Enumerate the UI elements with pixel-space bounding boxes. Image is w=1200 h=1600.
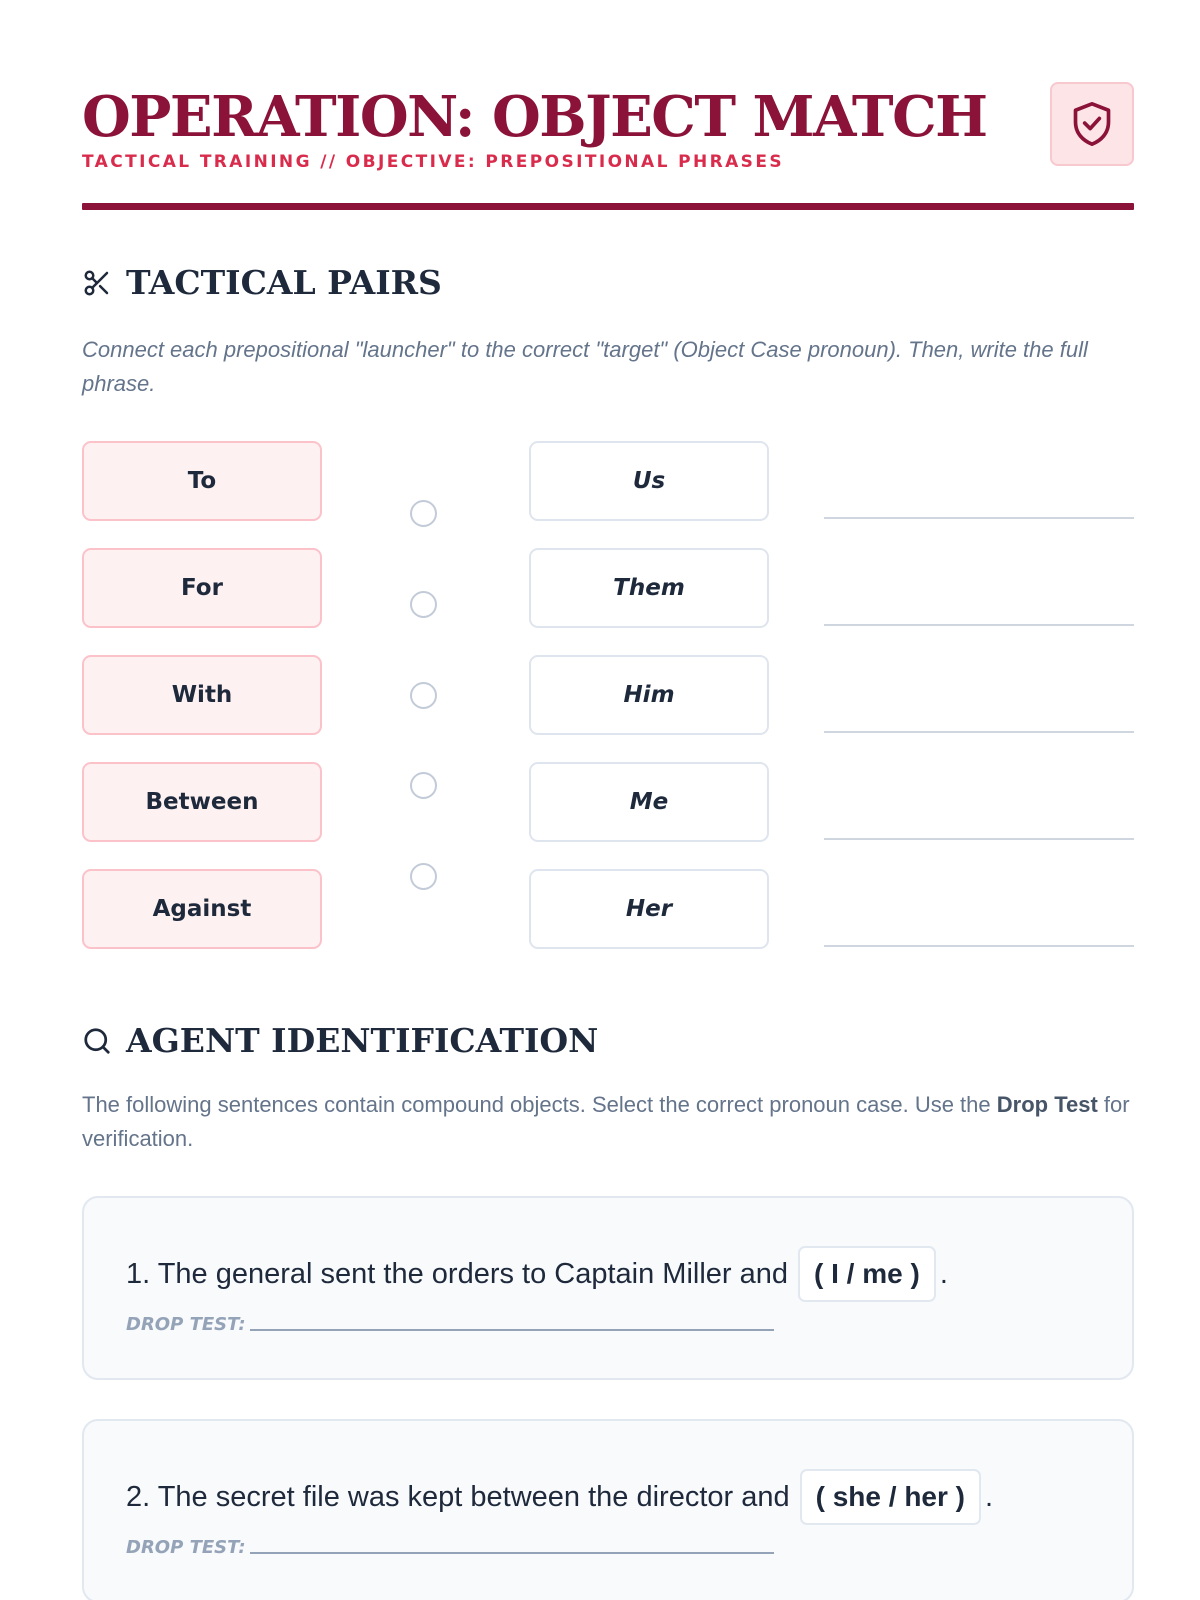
section-title: AGENT IDENTIFICATION bbox=[126, 1021, 599, 1060]
phrase-answer-line[interactable] bbox=[824, 838, 1134, 840]
pair-row bbox=[82, 869, 1134, 949]
worksheet-page bbox=[82, 0, 1134, 1600]
shield-check-icon bbox=[1070, 100, 1114, 148]
target-card[interactable]: Her bbox=[529, 869, 769, 949]
launcher-card[interactable]: To bbox=[82, 441, 322, 521]
agent-identification-heading bbox=[82, 1021, 598, 1060]
question-card bbox=[82, 1419, 1134, 1600]
launcher-card[interactable]: Between bbox=[82, 762, 322, 842]
drop-test bbox=[126, 1314, 774, 1335]
question-sentence bbox=[126, 1246, 948, 1302]
shield-badge bbox=[1050, 82, 1134, 166]
drop-test-answer-line[interactable] bbox=[250, 1329, 774, 1331]
pairs-instructions: Connect each prepositional "launcher" to the correct "target" (Object Case pronoun). Then, write the full phrase. bbox=[82, 337, 1088, 396]
search-icon bbox=[82, 1026, 112, 1056]
pair-row bbox=[82, 441, 1134, 521]
instructions-emphasis: Drop Test bbox=[996, 1092, 1098, 1117]
target-card[interactable]: Them bbox=[529, 548, 769, 628]
connector-dot[interactable] bbox=[410, 591, 437, 618]
header-divider bbox=[82, 203, 1134, 210]
phrase-answer-line[interactable] bbox=[824, 945, 1134, 947]
launcher-card[interactable]: With bbox=[82, 655, 322, 735]
header bbox=[82, 84, 1134, 210]
phrase-answer-line[interactable] bbox=[824, 517, 1134, 519]
pair-row bbox=[82, 548, 1134, 628]
drop-test-label: DROP TEST: bbox=[126, 1314, 246, 1335]
launcher-card[interactable]: For bbox=[82, 548, 322, 628]
pair-row bbox=[82, 655, 1134, 735]
agent-instructions bbox=[82, 1088, 1134, 1156]
connector-dot[interactable] bbox=[410, 682, 437, 709]
instructions-text: for verification. bbox=[82, 1092, 1130, 1151]
pronoun-choice[interactable]: ( she / her ) bbox=[800, 1469, 981, 1525]
drop-test-answer-line[interactable] bbox=[250, 1552, 774, 1554]
connector-dot[interactable] bbox=[410, 772, 437, 799]
sentence-end: . bbox=[985, 1480, 994, 1513]
section-title: TACTICAL PAIRS bbox=[126, 263, 442, 302]
instructions-text: The following sentences contain compound objects. Select the correct pronoun case. Use the bbox=[82, 1092, 997, 1117]
pair-row bbox=[82, 762, 1134, 842]
tactical-pairs-heading bbox=[82, 263, 442, 302]
pronoun-choice[interactable]: ( I / me ) bbox=[798, 1246, 936, 1302]
target-card[interactable]: Me bbox=[529, 762, 769, 842]
connector-dot[interactable] bbox=[410, 863, 437, 890]
launcher-card[interactable]: Against bbox=[82, 869, 322, 949]
target-card[interactable]: Him bbox=[529, 655, 769, 735]
question-text: 2. The secret file was kept between the director and bbox=[126, 1480, 790, 1513]
drop-test-label: DROP TEST: bbox=[126, 1537, 246, 1558]
target-card[interactable]: Us bbox=[529, 441, 769, 521]
question-text: 1. The general sent the orders to Captain Miller and bbox=[126, 1257, 789, 1290]
scissors-icon bbox=[82, 268, 112, 298]
phrase-answer-line[interactable] bbox=[824, 624, 1134, 626]
drop-test bbox=[126, 1537, 774, 1558]
page-title: OPERATION: OBJECT MATCH bbox=[82, 84, 987, 150]
question-sentence bbox=[126, 1469, 993, 1525]
question-card bbox=[82, 1196, 1134, 1380]
page-subtitle: TACTICAL TRAINING // OBJECTIVE: PREPOSITIONAL PHRASES bbox=[82, 152, 784, 172]
phrase-answer-line[interactable] bbox=[824, 731, 1134, 733]
connector-dot[interactable] bbox=[410, 500, 437, 527]
sentence-end: . bbox=[939, 1257, 948, 1290]
